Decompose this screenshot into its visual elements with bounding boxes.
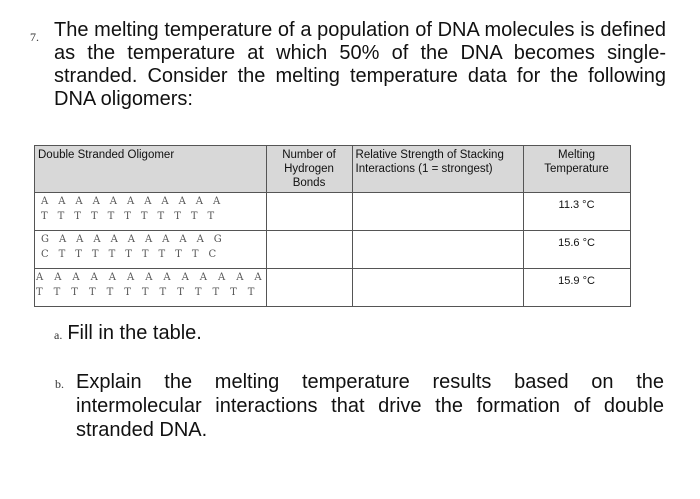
part-a-label: a. — [54, 328, 63, 342]
header-oligomer: Double Stranded Oligomer — [35, 146, 267, 193]
melting-temperature-cell: 15.6 °C — [523, 231, 630, 269]
oligomer-cell — [35, 193, 267, 231]
sequence-bottom: C T T T T T T T T T C — [41, 249, 220, 260]
melting-temperature-cell: 15.9 °C — [523, 269, 630, 307]
table-row — [35, 269, 631, 307]
hydrogen-bonds-cell[interactable] — [266, 193, 352, 231]
hydrogen-bonds-cell[interactable] — [266, 231, 352, 269]
header-stacking: Relative Strength of Stacking Interactions (1 = strongest) — [352, 146, 523, 193]
table-row — [35, 193, 631, 231]
stacking-cell[interactable] — [352, 269, 523, 307]
sequence-top: G A A A A A A A A A G — [41, 234, 226, 245]
header-hydrogen-bonds: Number of Hydrogen Bonds — [266, 146, 352, 193]
melting-temperature-cell: 11.3 °C — [523, 193, 630, 231]
sequence-top: A A A A A A A A A A A A A — [36, 272, 266, 283]
header-melting-temperature: Melting Temperature — [523, 146, 630, 193]
stacking-cell[interactable] — [352, 231, 523, 269]
sequence-top: A A A A A A A A A A A — [41, 196, 224, 207]
part-b-text: Explain the melting temperature results based on the intermolecular interactions that drive the formation of double stranded DNA. — [76, 371, 664, 441]
oligomer-table — [34, 145, 631, 307]
question-text: The melting temperature of a population of DNA molecules is defined as the temperature at which 50% of the DNA becomes single-stranded. Consider the melting temperature data for the following DNA oligomers: — [54, 19, 666, 110]
table-header-row — [35, 146, 631, 193]
stacking-cell[interactable] — [352, 193, 523, 231]
part-a-text: Fill in the table. — [67, 322, 202, 344]
oligomer-cell — [35, 269, 267, 307]
question-number: 7. — [30, 30, 39, 44]
table-row — [35, 231, 631, 269]
hydrogen-bonds-cell[interactable] — [266, 269, 352, 307]
sequence-bottom: T T T T T T T T T T T T T — [36, 287, 259, 298]
part-a — [54, 321, 202, 347]
part-b-label: b. — [55, 377, 64, 391]
oligomer-cell — [35, 231, 267, 269]
sequence-bottom: T T T T T T T T T T T — [41, 211, 218, 222]
